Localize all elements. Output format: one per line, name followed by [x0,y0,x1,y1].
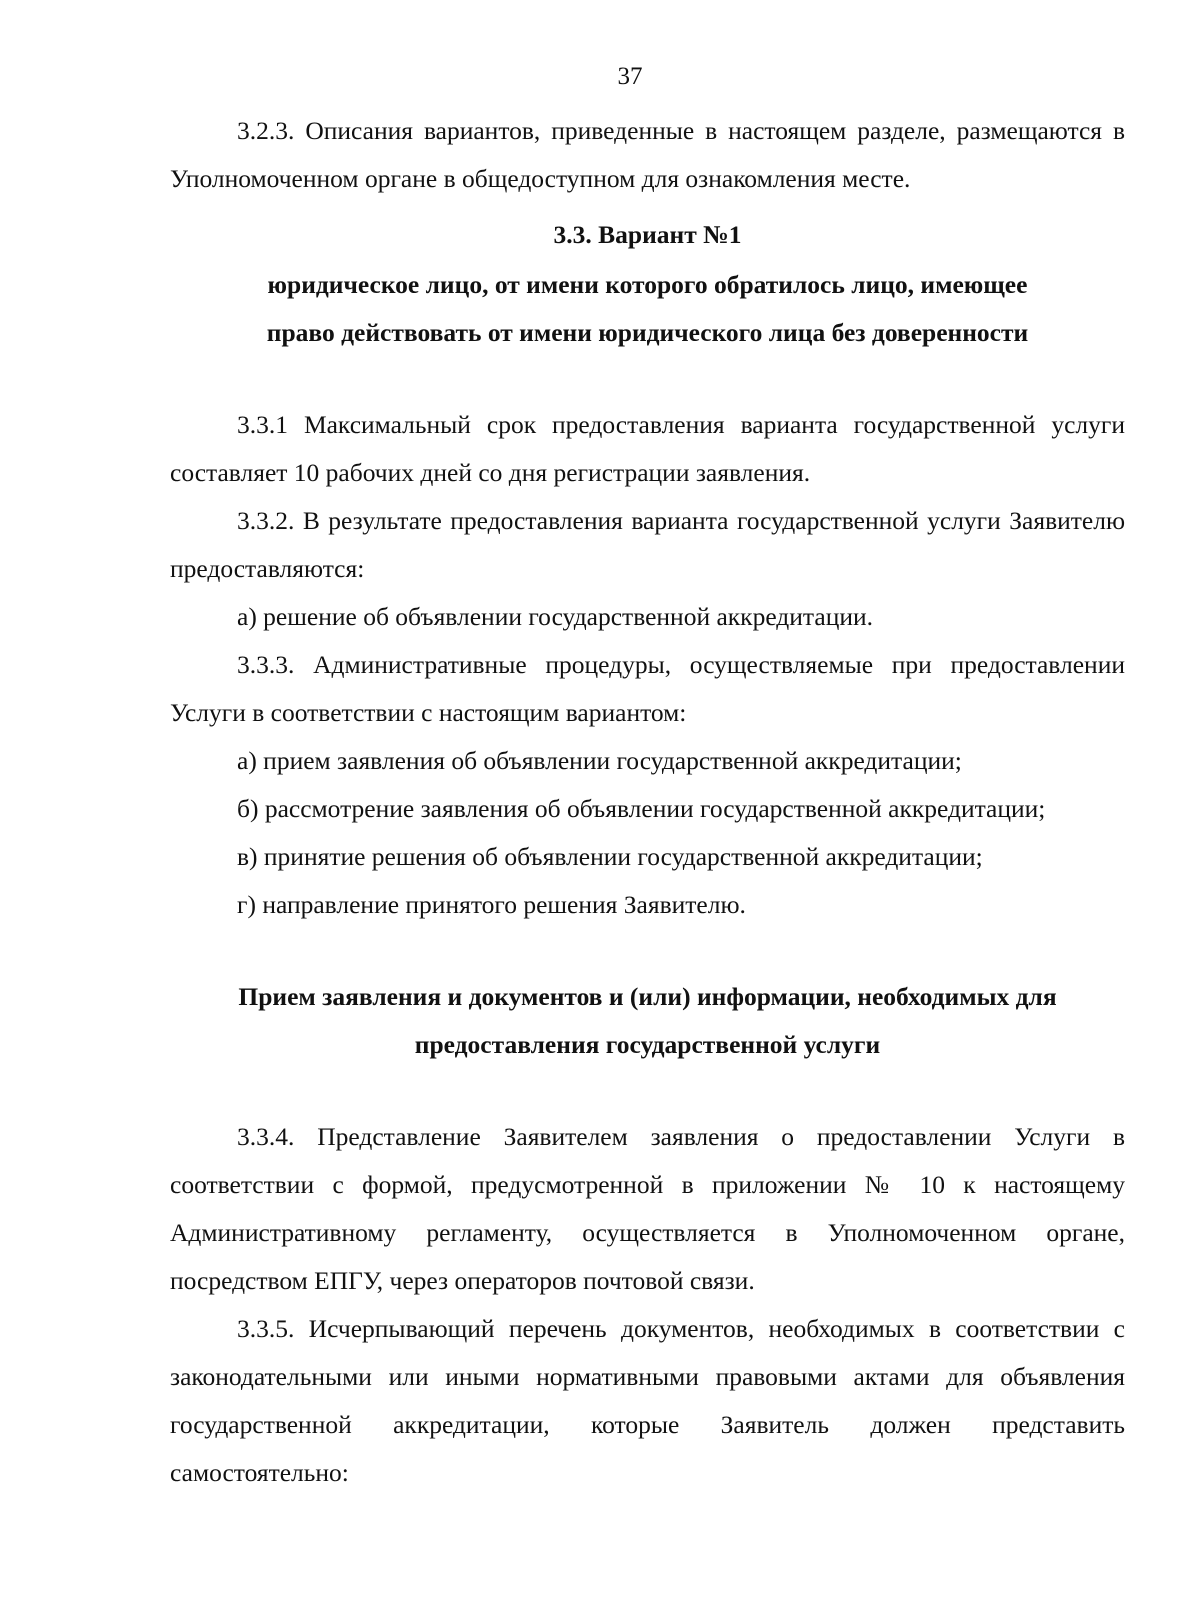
list-item-3-3-2-a: а) решение об объявлении государственной аккредитации. [237,602,874,631]
paragraph-3-3-3: 3.3.3. Административные процедуры, осуществляемые при предоставлении Услуги в соответствии с настоящим вариантом: [170,650,1125,727]
heading-reception-line-1: Прием заявления и документов и (или) информации, необходимых для [238,982,1057,1011]
heading-variant-1-subtitle-line-2: право действовать от имени юридического лица без доверенности [266,318,1029,347]
list-item-3-3-3-c: в) принятие решения об объявлении государственной аккредитации; [237,842,983,871]
paragraph-3-3-2: 3.3.2. В результате предоставления варианта государственной услуги Заявителю предоставляются: [170,506,1125,583]
page-number: 37 [617,63,643,90]
heading-variant-1: 3.3. Вариант №1 [553,220,742,249]
document-body [170,107,1125,1497]
heading-variant-1-subtitle-line-1: юридическое лицо, от имени которого обратилось лицо, имеющее [267,270,1028,299]
list-item-3-3-3-d: г) направление принятого решения Заявителю. [237,890,746,919]
paragraph-3-3-4: 3.3.4. Представление Заявителем заявления о предоставлении Услуги в соответствии с формой, предусмотренной в приложении № 10 к настоящему Административному регламенту, осуществляется в Уполномоченном органе, посредством ЕПГУ, через операторов почтовой связи. [170,1122,1125,1295]
heading-reception-line-2: предоставления государственной услуги [414,1030,881,1059]
list-item-3-3-3-b: б) рассмотрение заявления об объявлении государственной аккредитации; [237,794,1046,823]
paragraph-3-3-1: 3.3.1 Максимальный срок предоставления варианта государственной услуги составляет 10 рабочих дней со дня регистрации заявления. [170,410,1125,487]
paragraph-3-3-5: 3.3.5. Исчерпывающий перечень документов, необходимых в соответствии с законодательными или иными нормативными правовыми актами для объявления государственной аккредитации, которые Заявитель должен представить самостоятельно: [170,1314,1125,1487]
list-item-3-3-3-a: а) прием заявления об объявлении государственной аккредитации; [237,746,962,775]
paragraph-3-2-3: 3.2.3. Описания вариантов, приведенные в настоящем разделе, размещаются в Уполномоченном органе в общедоступном для ознакомления месте. [170,116,1125,193]
